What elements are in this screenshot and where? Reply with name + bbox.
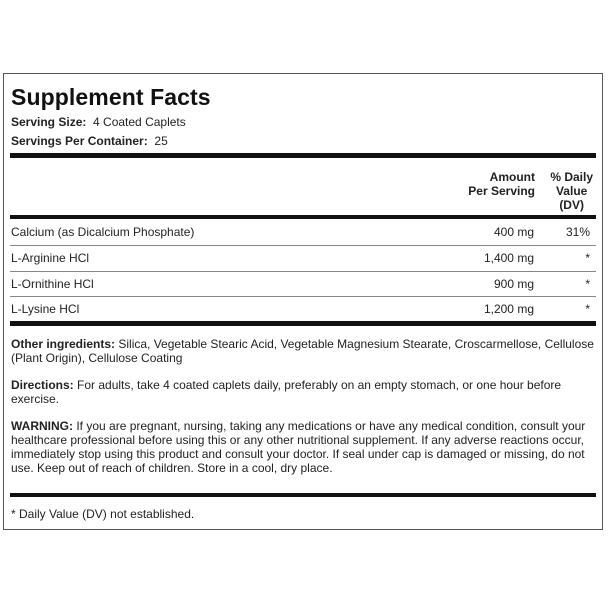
warning-label: WARNING: <box>11 419 73 433</box>
supplement-facts-panel <box>3 73 603 530</box>
nutrient-dv: * <box>585 251 590 265</box>
dv-header-line2: Value <box>555 184 588 198</box>
nutrient-amount: 1,400 mg <box>483 251 534 265</box>
divider-thick-footer <box>10 493 596 497</box>
amount-header-line1: Amount <box>489 170 535 184</box>
directions-label: Directions: <box>11 378 74 392</box>
dv-header-line3: (DV) <box>559 198 584 212</box>
serving-size-label: Serving Size: <box>11 115 87 129</box>
nutrient-name: Calcium (as Dicalcium Phosphate) <box>11 225 195 239</box>
other-ingredients <box>11 337 596 365</box>
warning <box>11 419 596 475</box>
nutrient-amount: 400 mg <box>493 225 534 239</box>
other-ingredients-label: Other ingredients: <box>11 337 116 351</box>
nutrient-name: L-Lysine HCl <box>11 302 80 316</box>
serving-size-value: 4 Coated Caplets <box>93 115 186 129</box>
nutrient-name: L-Arginine HCl <box>11 251 90 265</box>
nutrient-row <box>10 220 596 244</box>
directions-text: For adults, take 4 coated caplets daily, preferably on an empty stomach, or one hour before exercise. <box>11 378 562 406</box>
servings-per-container-value: 25 <box>154 134 168 148</box>
servings-per-container-label: Servings Per Container: <box>11 134 148 148</box>
divider-thick-top <box>10 153 596 158</box>
servings-per-container-line <box>11 134 168 148</box>
other-ingredients-text: Silica, Vegetable Stearic Acid, Vegetable Magnesium Stearate, Croscarmellose, Cellulose (Plant Origin), Cellulose Coating <box>11 337 594 365</box>
serving-size-line <box>11 115 186 129</box>
nutrient-dv: * <box>585 302 590 316</box>
divider-thick-bottom <box>10 321 596 326</box>
nutrient-row <box>10 246 596 270</box>
dv-header-line1: % Daily <box>550 170 593 184</box>
panel-inner <box>10 74 596 529</box>
footnote: * Daily Value (DV) not established. <box>11 507 195 521</box>
nutrient-row <box>10 272 596 296</box>
nutrient-name: L-Ornithine HCl <box>11 277 94 291</box>
directions <box>11 378 596 406</box>
amount-column-header <box>468 170 535 198</box>
nutrient-amount: 1,200 mg <box>483 302 534 316</box>
amount-header-line2: Per Serving <box>468 184 535 198</box>
panel-title: Supplement Facts <box>11 84 211 110</box>
divider-thick-header <box>10 215 596 219</box>
nutrient-dv: * <box>585 277 590 291</box>
warning-text: If you are pregnant, nursing, taking any medications or have any medical condition, consult your healthcare professional before using this or any other nutritional supplement. If any adverse reactions occur, immediately stop using this product and consult your doctor. If seal under cap is damaged or missing, do not use. Keep out of reach of children. Store in a cool, dry place. <box>11 419 586 475</box>
nutrient-dv: 31% <box>565 225 590 239</box>
dv-column-header <box>550 170 593 212</box>
nutrient-amount: 900 mg <box>493 277 534 291</box>
nutrient-row <box>10 297 596 321</box>
